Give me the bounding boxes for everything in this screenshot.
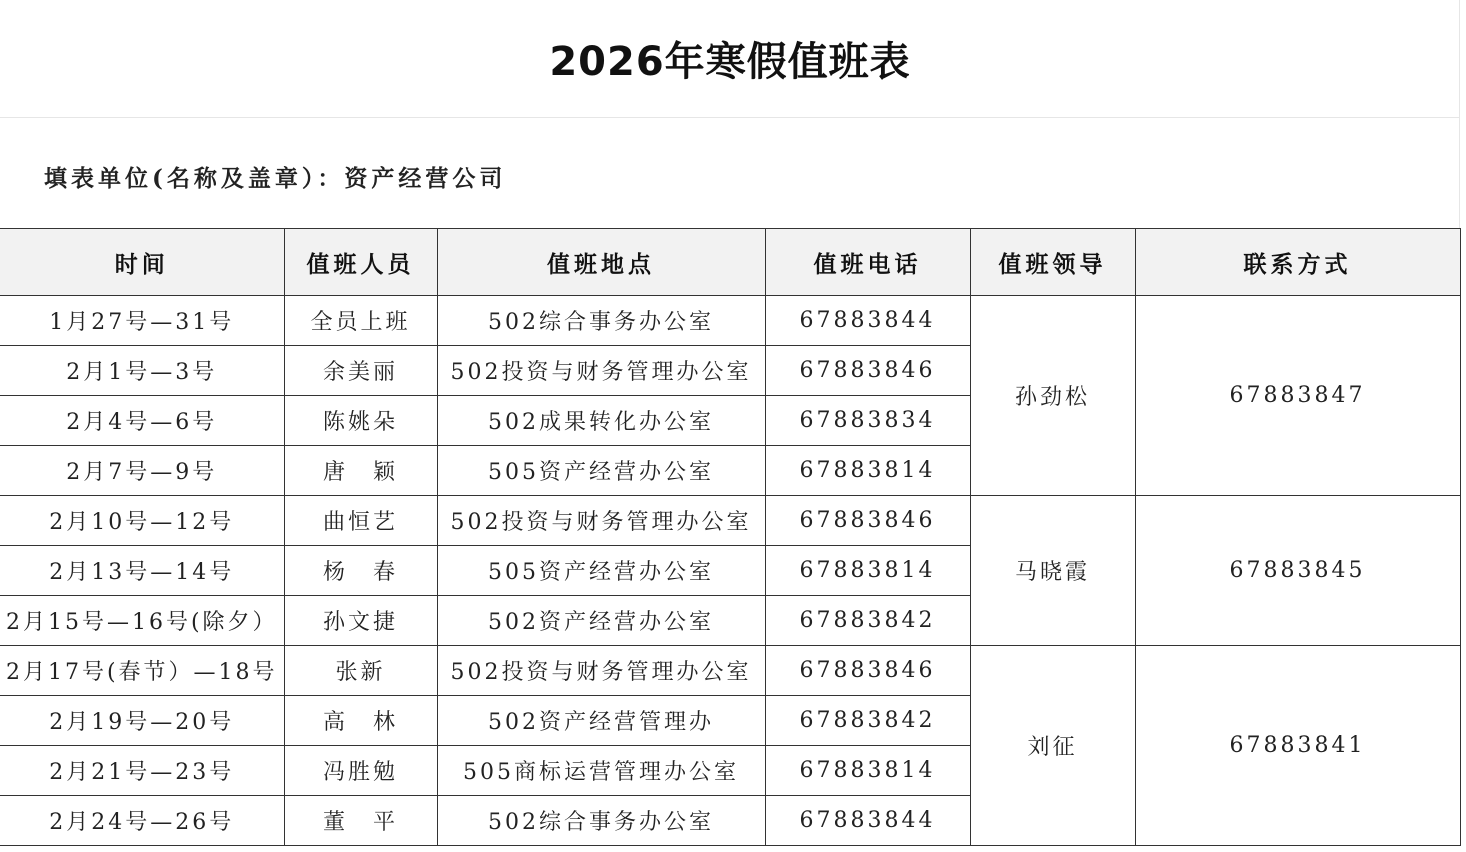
cell-time: 2月4号—6号 [0,396,284,446]
cell-time: 1月27号—31号 [0,296,284,346]
cell-time: 2月13号—14号 [0,546,284,596]
header-contact: 联系方式 [1135,229,1460,296]
cell-staff: 董 平 [284,796,437,846]
cell-staff: 孙文捷 [284,596,437,646]
cell-time: 2月15号—16号(除夕） [0,596,284,646]
page-title: 2026年寒假值班表 [549,39,911,85]
cell-location: 502投资与财务管理办公室 [437,646,765,696]
cell-contact: 67883845 [1135,496,1460,646]
cell-contact: 67883841 [1135,646,1460,846]
unit-line: 填表单位(名称及盖章）：资产经营公司 [44,165,507,192]
cell-phone: 67883814 [765,446,970,496]
header-phone: 值班电话 [765,229,970,296]
cell-location: 505商标运营管理办公室 [437,746,765,796]
cell-phone: 67883842 [765,696,970,746]
table-row [0,496,1460,546]
cell-staff: 曲恒艺 [284,496,437,546]
cell-phone: 67883846 [765,646,970,696]
cell-staff: 陈姚朵 [284,396,437,446]
cell-phone: 67883814 [765,546,970,596]
cell-leader: 马晓霞 [970,496,1135,646]
cell-time: 2月10号—12号 [0,496,284,546]
cell-staff: 唐 颖 [284,446,437,496]
cell-time: 2月17号(春节）—18号 [0,646,284,696]
cell-location: 502投资与财务管理办公室 [437,496,765,546]
cell-location: 505资产经营办公室 [437,446,765,496]
cell-location: 502综合事务办公室 [437,796,765,846]
title-divider [0,117,1460,118]
cell-time: 2月1号—3号 [0,346,284,396]
cell-phone: 67883834 [765,396,970,446]
cell-staff: 全员上班 [284,296,437,346]
right-border [1459,0,1460,228]
table-row [0,646,1460,696]
cell-leader: 刘征 [970,646,1135,846]
cell-location: 502投资与财务管理办公室 [437,346,765,396]
cell-location: 502资产经营管理办 [437,696,765,746]
header-time: 时间 [0,229,284,296]
cell-leader: 孙劲松 [970,296,1135,496]
cell-location: 502成果转化办公室 [437,396,765,446]
cell-phone: 67883846 [765,346,970,396]
cell-staff: 张新 [284,646,437,696]
header-staff: 值班人员 [284,229,437,296]
header-location: 值班地点 [437,229,765,296]
cell-time: 2月7号—9号 [0,446,284,496]
cell-phone: 67883844 [765,796,970,846]
cell-staff: 杨 春 [284,546,437,596]
header-leader: 值班领导 [970,229,1135,296]
cell-phone: 67883846 [765,496,970,546]
cell-staff: 余美丽 [284,346,437,396]
duty-table [0,228,1461,846]
cell-phone: 67883844 [765,296,970,346]
table-row [0,296,1460,346]
cell-staff: 高 林 [284,696,437,746]
cell-phone: 67883842 [765,596,970,646]
cell-location: 502综合事务办公室 [437,296,765,346]
cell-staff: 冯胜勉 [284,746,437,796]
cell-time: 2月21号—23号 [0,746,284,796]
cell-time: 2月19号—20号 [0,696,284,746]
cell-time: 2月24号—26号 [0,796,284,846]
cell-location: 505资产经营办公室 [437,546,765,596]
header-row [0,229,1460,296]
cell-contact: 67883847 [1135,296,1460,496]
cell-location: 502资产经营办公室 [437,596,765,646]
cell-phone: 67883814 [765,746,970,796]
